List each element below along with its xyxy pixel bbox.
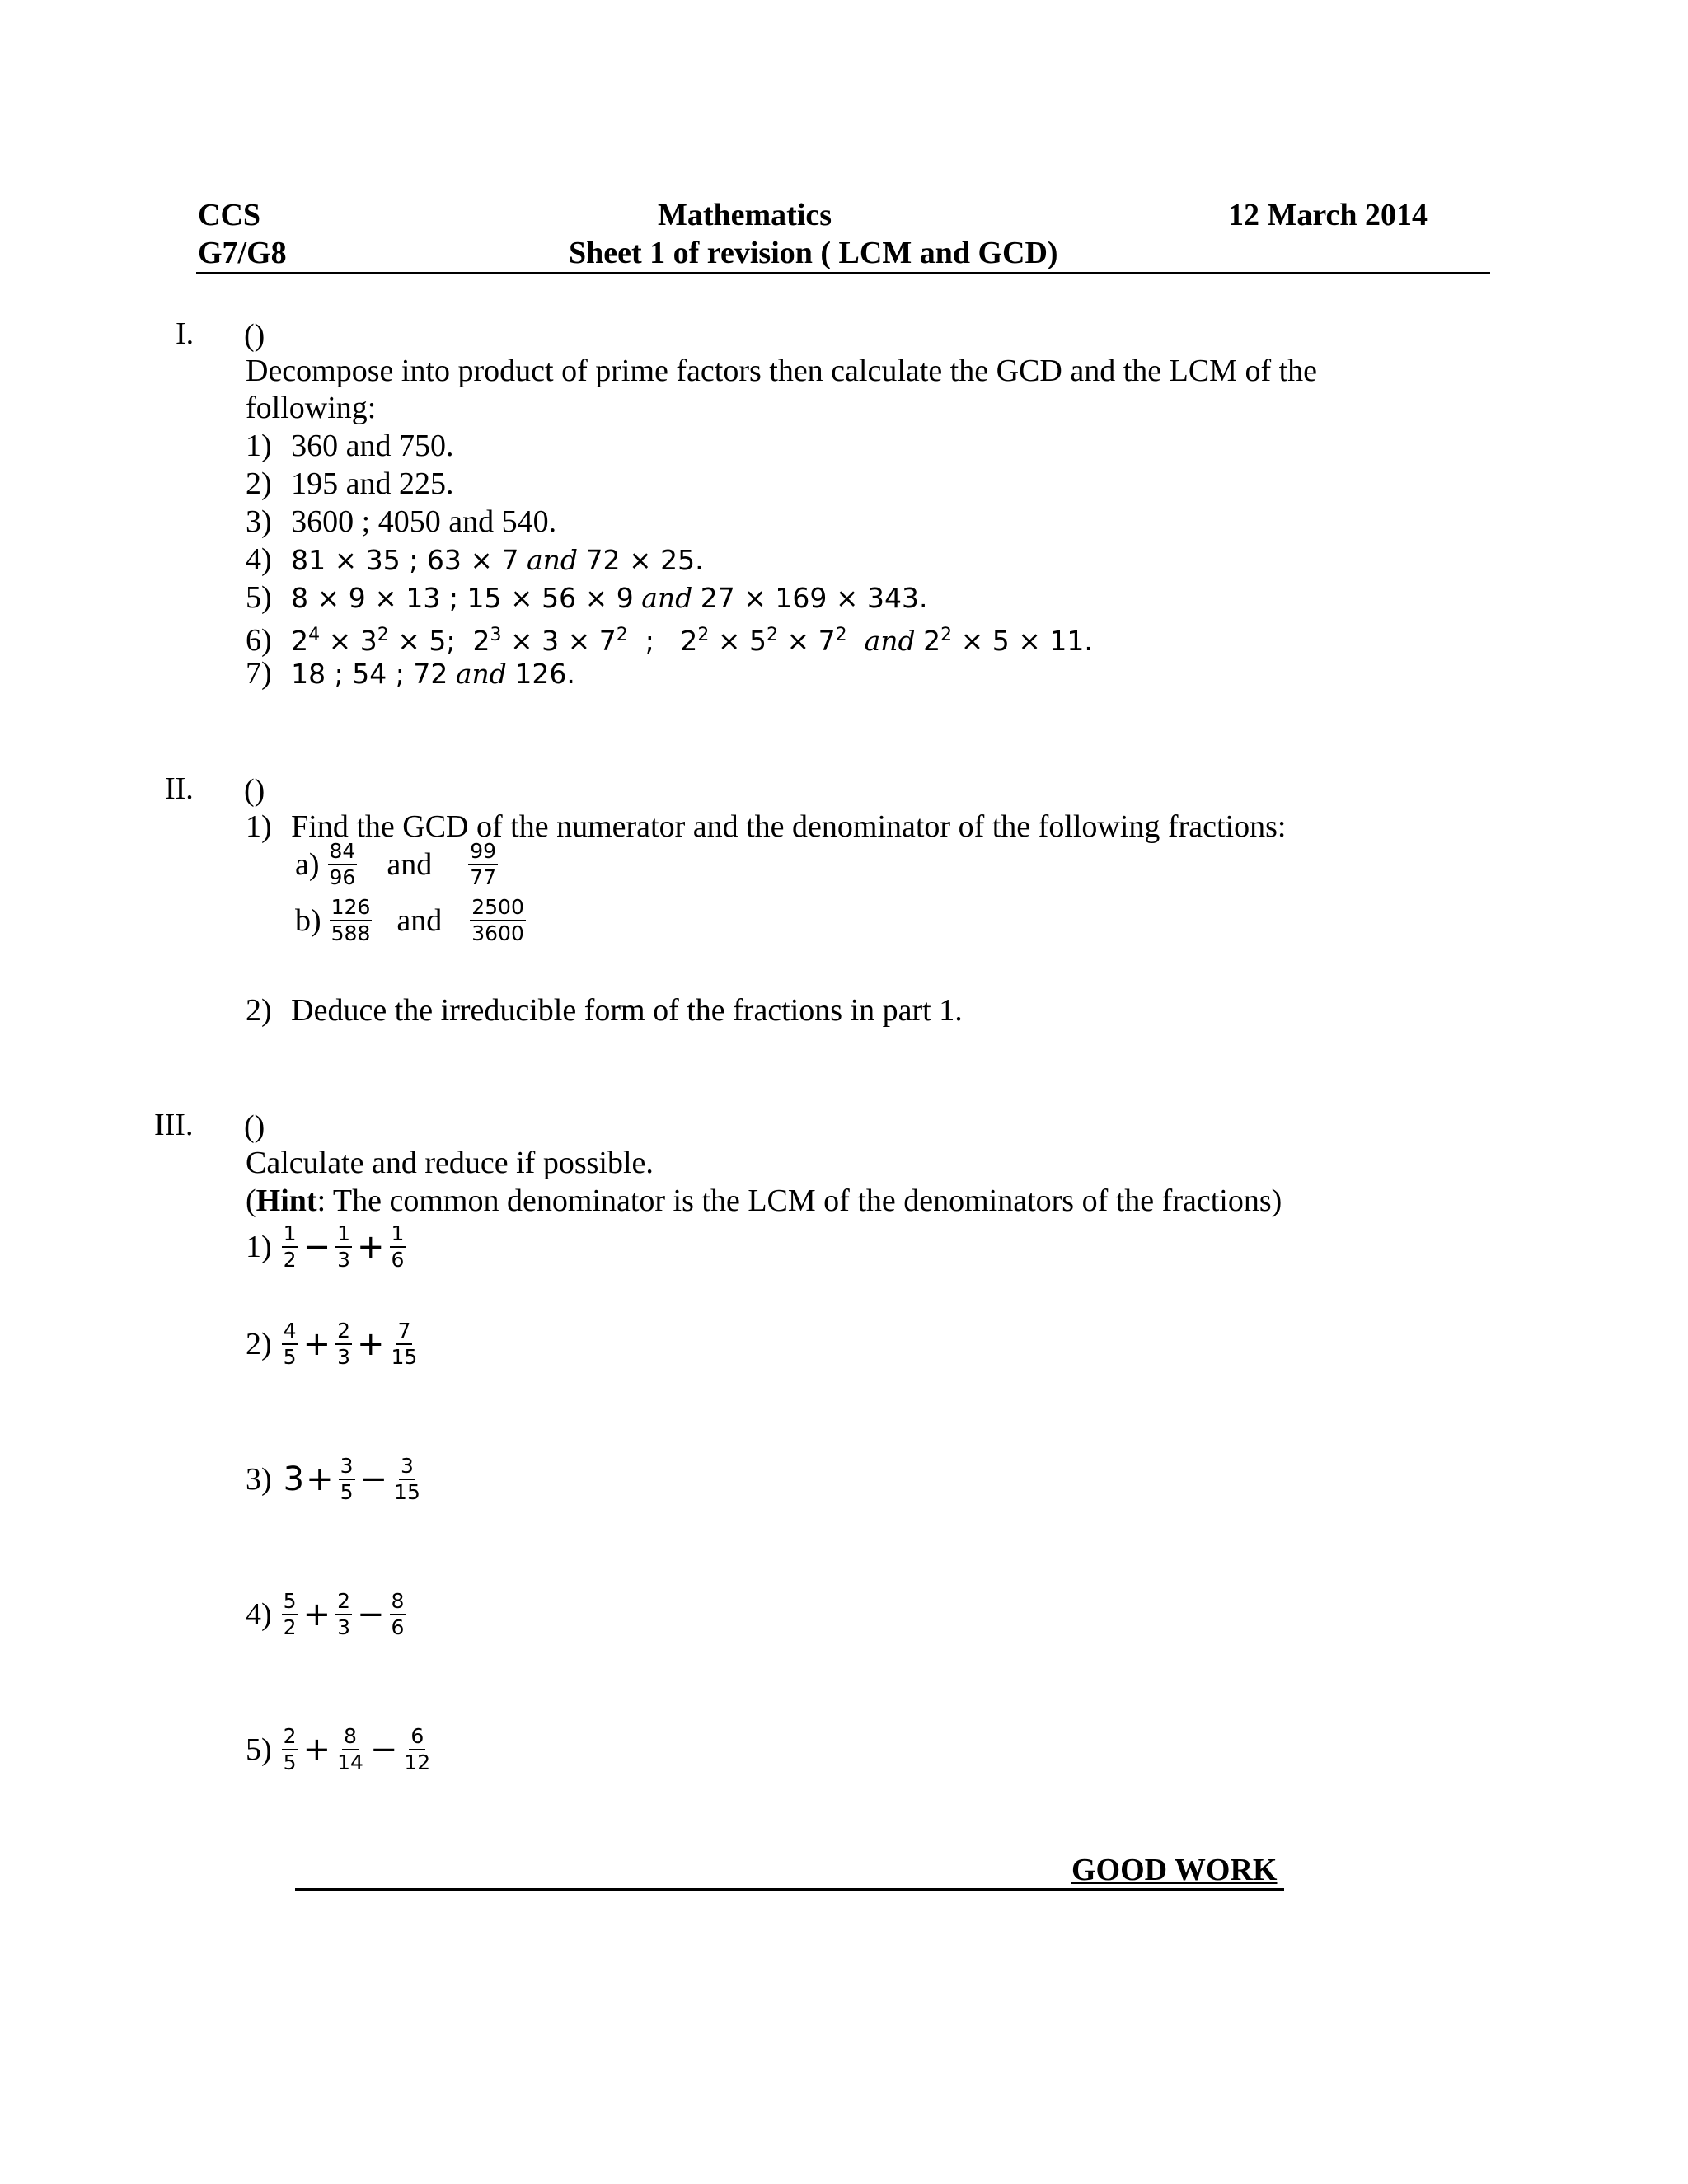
denominator: 12 xyxy=(404,1750,431,1774)
denominator: 6 xyxy=(391,1248,405,1272)
fraction xyxy=(335,1724,365,1775)
item-text: 3600 ; 4050 and 540. xyxy=(291,504,557,539)
operator: + xyxy=(302,1325,331,1363)
section-3-instruction: Calculate and reduce if possible. xyxy=(246,1146,654,1180)
denominator: 3600 xyxy=(471,921,524,945)
expression-1 xyxy=(246,1221,409,1272)
numerator: 1 xyxy=(282,1221,298,1248)
item-number: 4) xyxy=(246,542,272,577)
fraction xyxy=(282,1724,298,1775)
expression-3 xyxy=(246,1454,425,1505)
numerator: 126 xyxy=(330,895,373,921)
denominator: 6 xyxy=(391,1615,405,1639)
item-and: and xyxy=(641,582,693,614)
numerator: 84 xyxy=(328,839,358,865)
and-word: and xyxy=(387,847,433,882)
part-label: a) xyxy=(295,847,320,882)
fraction xyxy=(335,1221,352,1272)
operator: + xyxy=(356,1325,385,1363)
numerator: 99 xyxy=(468,839,498,865)
header-rule xyxy=(196,272,1490,274)
item-number: 2) xyxy=(246,466,272,501)
item-math-a: 81 × 35 ; 63 × 7 xyxy=(291,544,519,576)
section-3-numeral: III. xyxy=(154,1108,194,1142)
item-and: and xyxy=(526,544,579,576)
section-1-numeral: I. xyxy=(176,316,195,351)
item-number: 5) xyxy=(246,580,272,615)
numerator: 2500 xyxy=(470,895,526,921)
denominator: 77 xyxy=(470,865,497,889)
part-label: b) xyxy=(295,903,321,938)
numerator: 1 xyxy=(335,1221,352,1248)
denominator: 3 xyxy=(337,1248,350,1272)
numerator: 2 xyxy=(335,1589,352,1615)
denominator: 14 xyxy=(337,1750,363,1774)
item-math-a: 18 ; 54 ; 72 xyxy=(291,658,448,690)
fraction xyxy=(470,895,526,946)
hint-open: ( xyxy=(246,1183,256,1218)
fraction xyxy=(282,1319,298,1370)
numerator: 5 xyxy=(282,1589,298,1615)
section-2-points: () xyxy=(244,773,265,808)
item-text: 195 and 225. xyxy=(291,466,454,501)
item-math-b: $2^2 \times 5 \times 11$. xyxy=(923,625,1093,657)
denominator: 15 xyxy=(391,1345,418,1369)
fraction xyxy=(335,1589,352,1640)
item-number: 7) xyxy=(246,656,272,691)
operator: + xyxy=(306,1460,334,1498)
section-1-points: () xyxy=(244,318,265,353)
item-math-b: 126. xyxy=(514,658,575,690)
question-text: Deduce the irreducible form of the fractions in part 1. xyxy=(291,993,963,1028)
fraction xyxy=(392,1454,422,1505)
fraction xyxy=(339,1454,355,1505)
denominator: 3 xyxy=(337,1615,350,1639)
denominator: 15 xyxy=(394,1480,420,1504)
operator: − xyxy=(359,1460,388,1498)
operator: + xyxy=(302,1731,331,1769)
numerator: 2 xyxy=(282,1724,298,1750)
fraction xyxy=(330,895,373,946)
denominator: 96 xyxy=(329,865,356,889)
item-math-b: 27 × 169 × 343. xyxy=(700,582,928,614)
numerator: 8 xyxy=(342,1724,359,1750)
fraction xyxy=(390,1221,406,1272)
hint-text: : The common denominator is the LCM of the denominators of the fractions) xyxy=(316,1183,1282,1218)
denominator: 2 xyxy=(283,1615,297,1639)
numerator: 3 xyxy=(339,1454,355,1480)
whole-number: 3 xyxy=(283,1460,305,1498)
fraction xyxy=(390,1319,420,1370)
denominator: 588 xyxy=(331,921,371,945)
expression-4 xyxy=(246,1589,409,1640)
denominator: 5 xyxy=(283,1345,297,1369)
item-number: 1) xyxy=(246,429,272,463)
item-number: 2) xyxy=(246,1327,272,1361)
expression-5 xyxy=(246,1724,435,1775)
operator: − xyxy=(356,1596,385,1633)
part-a xyxy=(295,839,501,890)
question-2 xyxy=(246,991,963,1029)
item-number: 3) xyxy=(246,504,272,539)
operator: + xyxy=(356,1228,385,1266)
operator: − xyxy=(302,1228,331,1266)
hint xyxy=(246,1182,1282,1220)
numerator: 4 xyxy=(282,1319,298,1345)
denominator: 2 xyxy=(283,1248,297,1272)
denominator: 3 xyxy=(337,1345,350,1369)
section-1-instruction-line1: Decompose into product of prime factors then calculate the GCD and the LCM of the xyxy=(246,354,1318,388)
part-b xyxy=(295,895,529,946)
fraction xyxy=(390,1589,406,1640)
item-and: and xyxy=(864,625,916,657)
expression-2 xyxy=(246,1319,422,1370)
list-item xyxy=(246,465,454,503)
item-math-a: 8 × 9 × 13 ; 15 × 56 × 9 xyxy=(291,582,634,614)
item-number: 4) xyxy=(246,1597,272,1632)
item-number: 5) xyxy=(246,1732,272,1767)
fraction xyxy=(282,1589,298,1640)
numerator: 2 xyxy=(335,1319,352,1345)
numerator: 1 xyxy=(390,1221,406,1248)
sheet-title: Sheet 1 of revision ( LCM and GCD) xyxy=(569,236,1058,270)
numerator: 8 xyxy=(390,1589,406,1615)
operator: + xyxy=(302,1596,331,1633)
denominator: 5 xyxy=(283,1750,297,1774)
item-text: 360 and 750. xyxy=(291,429,454,463)
closing-text: GOOD WORK xyxy=(1071,1853,1278,1887)
item-math: $2^4 \times 3^2 \times 5$; $2^3 \times 3 \times 7^2$ ; $2^2 \times 5^2 \times 7^2$ xyxy=(291,625,847,657)
section-3-points: () xyxy=(244,1109,265,1144)
grade-level: G7/G8 xyxy=(198,236,287,270)
hint-label: Hint xyxy=(256,1183,317,1218)
fraction xyxy=(402,1724,432,1775)
numerator: 3 xyxy=(399,1454,415,1480)
date: 12 March 2014 xyxy=(1228,198,1428,232)
item-number: 1) xyxy=(246,809,272,844)
item-number: 2) xyxy=(246,993,272,1028)
operator: − xyxy=(369,1731,398,1769)
list-item xyxy=(246,503,556,541)
and-word: and xyxy=(396,903,443,938)
fraction xyxy=(328,839,358,890)
item-number: 6) xyxy=(246,623,272,658)
item-math-b: 72 × 25. xyxy=(585,544,704,576)
section-2-numeral: II. xyxy=(165,771,194,806)
question-text: Find the GCD of the numerator and the denominator of the following fractions: xyxy=(291,809,1287,844)
subject-title: Mathematics xyxy=(658,198,832,232)
item-and: and xyxy=(455,658,507,690)
section-1-instruction-line2: following: xyxy=(246,391,377,425)
list-item xyxy=(246,541,704,579)
footer-rule xyxy=(295,1888,1284,1891)
denominator: 5 xyxy=(340,1480,354,1504)
school-name: CCS xyxy=(198,198,261,232)
list-item xyxy=(246,579,928,617)
numerator: 7 xyxy=(396,1319,412,1345)
numerator: 6 xyxy=(409,1724,425,1750)
fraction xyxy=(282,1221,298,1272)
list-item xyxy=(246,654,575,693)
fraction xyxy=(335,1319,352,1370)
list-item xyxy=(246,427,454,465)
fraction xyxy=(468,839,498,890)
item-number: 3) xyxy=(246,1462,272,1497)
item-number: 1) xyxy=(246,1230,272,1264)
